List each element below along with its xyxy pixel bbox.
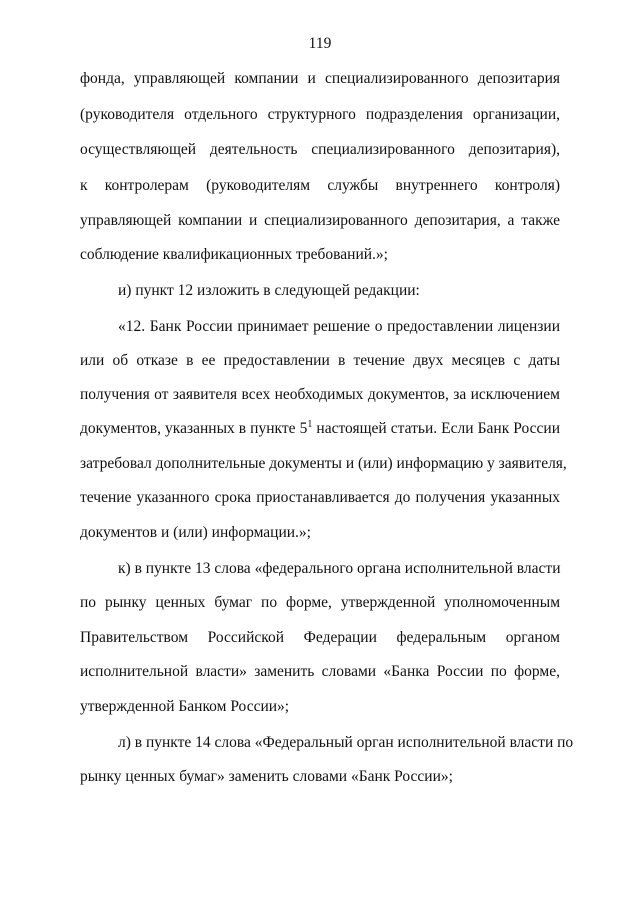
text-line: рынку ценных бумаг» заменить словами «Банк России»; — [80, 768, 453, 785]
list-item-heading: и) пункт 12 изложить в следующей редакции: — [118, 282, 420, 299]
text-line: утвержденной Банком России»; — [80, 698, 290, 715]
text-line: или об отказе в ее предоставлении в течение двух месяцев с даты — [80, 352, 560, 369]
text-line: управляющей компании и специализированного депозитария, а также — [80, 212, 560, 229]
text-segment: настоящей статьи. Если Банк России — [316, 420, 561, 437]
text-segment: документов, указанных в пункте 5 — [80, 420, 308, 437]
superscript: 1 — [307, 419, 313, 430]
text-line: Правительством Российской Федерации федеральным органом — [80, 629, 560, 646]
text-line: течение указанного срока приостанавливается до получения указанных — [80, 489, 560, 506]
text-line: к) в пункте 13 слова «федерального органа исполнительной власти — [118, 560, 561, 577]
text-line: к контролерам (руководителям службы внутреннего контроля) — [80, 177, 560, 194]
text-line: получения от заявителя всех необходимых документов, за исключением — [80, 386, 560, 403]
text-line: осуществляющей деятельность специализированного депозитария), — [80, 141, 560, 158]
text-line-with-footnote — [80, 418, 560, 440]
text-line: фонда, управляющей компании и специализированного депозитария — [80, 70, 560, 87]
text-line: исполнительной власти» заменить словами «Банка России по форме, — [80, 663, 560, 680]
text-line: л) в пункте 14 слова «Федеральный орган исполнительной власти по — [118, 734, 574, 751]
text-line: документов и (или) информации.»; — [80, 524, 311, 541]
text-line: по рынку ценных бумаг по форме, утвержденной уполномоченным — [80, 594, 560, 611]
text-line: соблюдение квалификационных требований.»; — [80, 246, 388, 263]
page-number: 119 — [308, 35, 332, 52]
text-line: затребовал дополнительные документы и (или) информацию у заявителя, — [80, 455, 567, 472]
text-line: «12. Банк России принимает решение о предоставлении лицензии — [118, 318, 560, 335]
text-line: (руководителя отдельного структурного подразделения организации, — [80, 106, 560, 123]
